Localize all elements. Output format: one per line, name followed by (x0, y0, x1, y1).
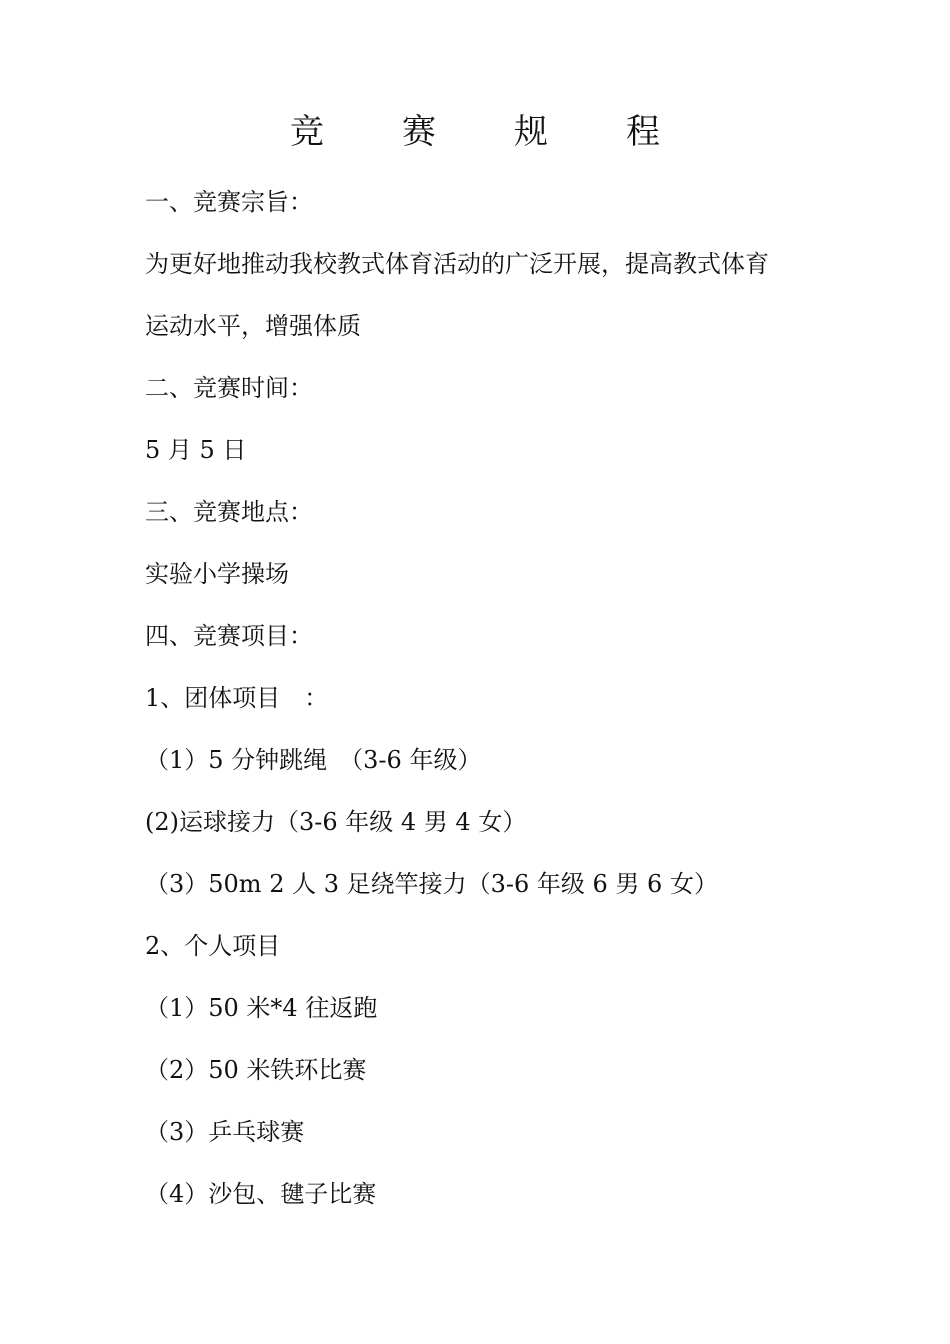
section-heading-purpose: 一、竞赛宗旨： (145, 188, 313, 216)
section-heading-events: 四、竞赛项目： (145, 622, 313, 650)
team-events-heading: 1、团体项目 ： (145, 684, 329, 712)
individual-events-heading: 2、个人项目 (145, 932, 281, 960)
time-text: 5 月 5 日 (145, 436, 247, 464)
team-event-item: (2)运球接力（3-6 年级 4 男 4 女） (145, 808, 527, 836)
individual-event-item: （4）沙包、毽子比赛 (145, 1180, 377, 1208)
purpose-text-line-2: 运动水平，增强体质 (145, 312, 361, 340)
individual-event-item: （2）50 米铁环比赛 (145, 1056, 367, 1084)
page-title: 竞 赛 规 程 (290, 112, 682, 152)
individual-event-item: （1）50 米*4 往返跑 (145, 994, 378, 1022)
purpose-text-line-1: 为更好地推动我校教式体育活动的广泛开展，提高教式体育 (145, 250, 769, 278)
team-event-item: （3）50m 2 人 3 足绕竿接力（3-6 年级 6 男 6 女） (145, 870, 718, 898)
location-text: 实验小学操场 (145, 560, 289, 588)
individual-event-item: （3）乒乓球赛 (145, 1118, 305, 1146)
section-heading-location: 三、竞赛地点： (145, 498, 313, 526)
section-heading-time: 二、竞赛时间： (145, 374, 313, 402)
team-event-item: （1）5 分钟跳绳 （3-6 年级） (145, 746, 482, 774)
